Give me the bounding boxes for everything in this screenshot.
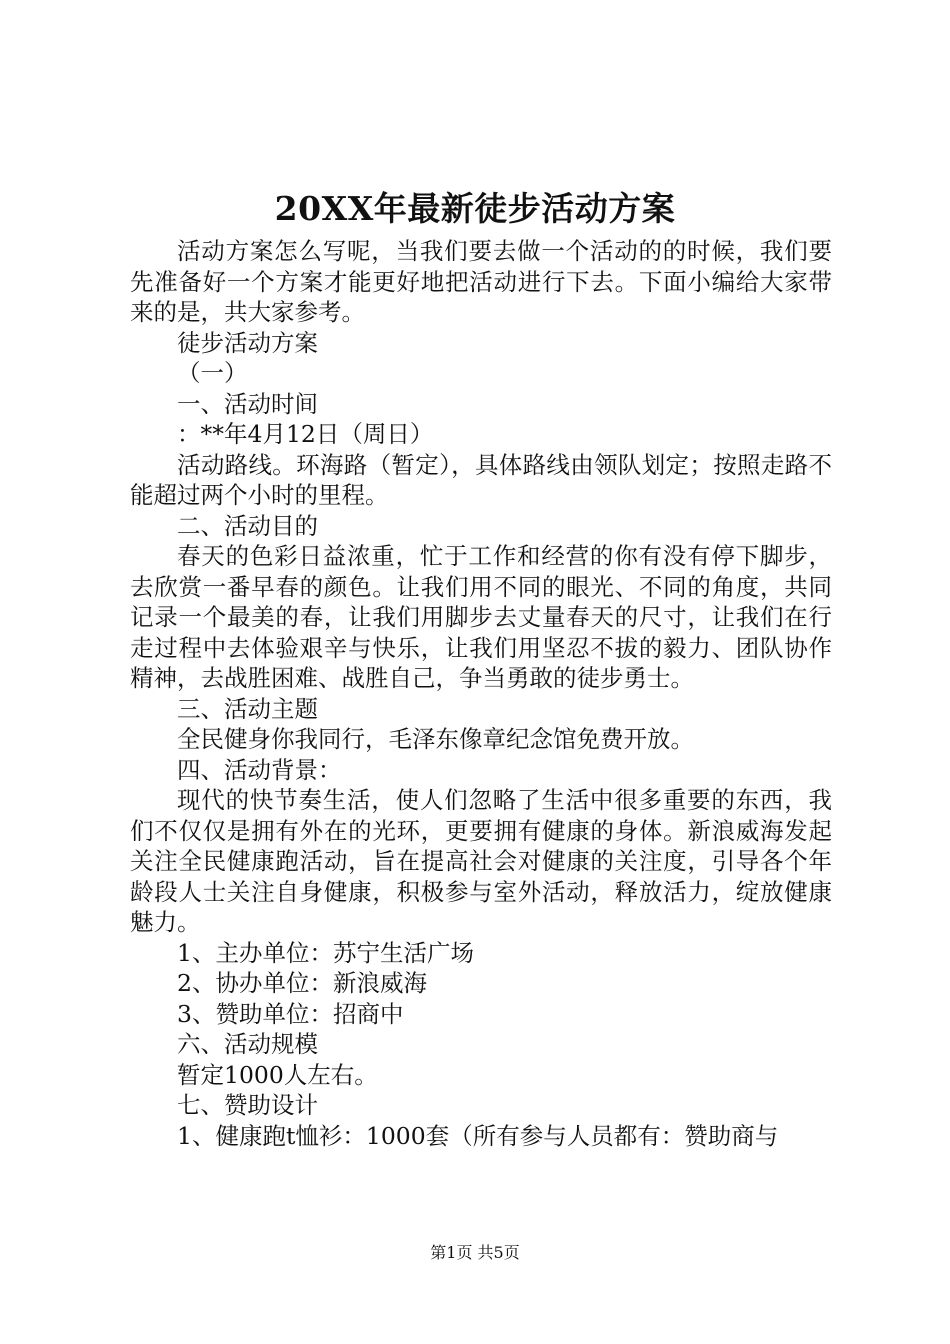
intro-paragraph: 活动方案怎么写呢，当我们要去做一个活动的的时候，我们要先准备好一个方案才能更好地把活动进行下去。下面小编给大家带来的是，共大家参考。 xyxy=(130,237,832,326)
document-title: 20XX年最新徒步活动方案 xyxy=(274,189,676,228)
body-paragraph: 活动路线。环海路（暂定），具体路线由领队划定；按照走路不能超过两个小时的里程。 xyxy=(130,450,832,509)
section-heading: 七、赞助设计 xyxy=(177,1091,318,1119)
section-heading: 四、活动背景： xyxy=(177,755,342,784)
section-heading: 一、活动时间 xyxy=(177,389,318,418)
section-heading: 二、活动目的 xyxy=(177,511,318,540)
body-paragraph: 暂定1000人左右。 xyxy=(177,1060,378,1089)
section-heading: 徒步活动方案 xyxy=(177,328,318,357)
list-item: 3、赞助单位：招商中 xyxy=(177,999,404,1028)
body-paragraph: 全民健身你我同行，毛泽东像章纪念馆免费开放。 xyxy=(177,725,694,753)
list-item: 1、主办单位：苏宁生活广场 xyxy=(177,938,474,967)
body-paragraph: 春天的色彩日益浓重，忙于工作和经营的你有没有停下脚步，去欣赏一番早春的颜色。让我们用不同的眼光、不同的角度，共同记录一个最美的春，让我们用脚步去丈量春天的尺寸，让我们在行走过程中去体验艰辛与快乐，让我们用坚忍不拔的毅力、团队协作精神，去战胜困难、战胜自己，争当勇敢的徒步勇士。 xyxy=(130,542,832,692)
body-paragraph: ：**年4月12日（周日） xyxy=(177,420,434,448)
body-paragraph: 现代的快节奏生活，使人们忽略了生活中很多重要的东西，我们不仅仅是拥有外在的光环，更要拥有健康的身体。新浪威海发起关注全民健康跑活动，旨在提高社会对健康的关注度，引导各个年龄段人士关注自身健康，积极参与室外活动，释放活力，绽放健康魅力。 xyxy=(130,786,832,936)
list-item: 1、健康跑t恤衫：1000套（所有参与人员都有：赞助商与 xyxy=(177,1121,779,1150)
page-number-footer: 第1页 共5页 xyxy=(430,1243,520,1262)
section-heading: 三、活动主题 xyxy=(177,694,318,723)
section-heading: （一） xyxy=(177,359,248,387)
list-item: 2、协办单位：新浪威海 xyxy=(177,969,427,997)
document-body xyxy=(130,236,832,1151)
section-heading: 六、活动规模 xyxy=(177,1030,318,1058)
